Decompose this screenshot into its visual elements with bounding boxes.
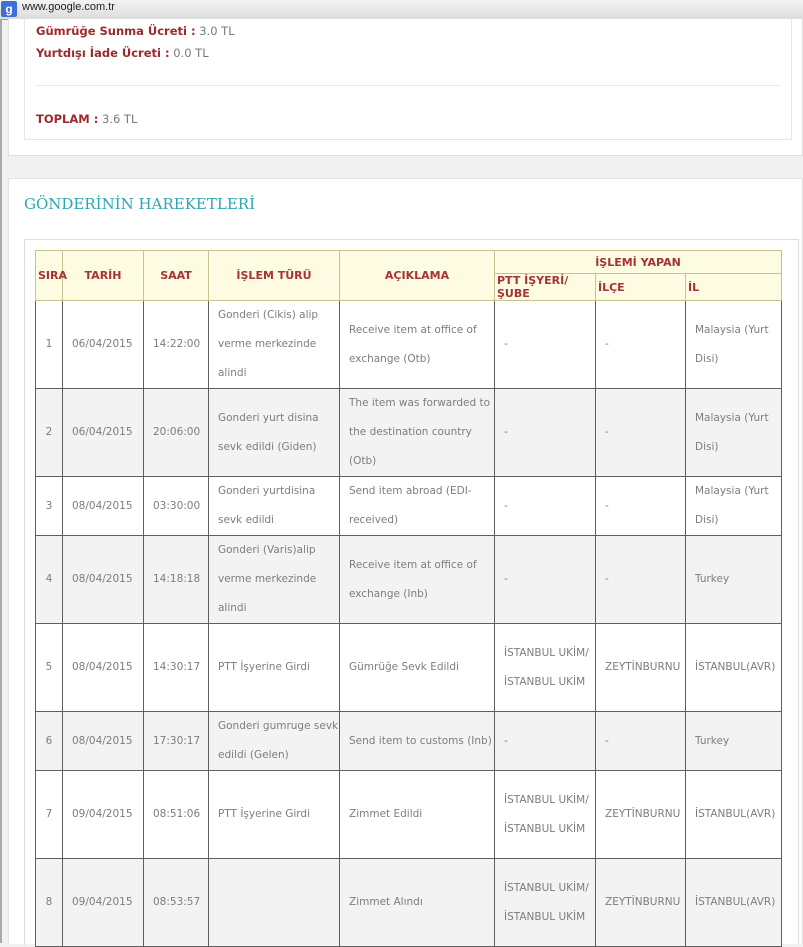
fee-summary-panel bbox=[8, 19, 803, 156]
movements-table bbox=[35, 250, 782, 947]
table-row bbox=[36, 536, 782, 624]
cell-islem-turu: Gonderi yurt disina sevk edildi (Giden) bbox=[209, 389, 340, 477]
shipment-movements-panel bbox=[8, 178, 803, 944]
cell-ptt-sube: - bbox=[495, 477, 596, 536]
cell-aciklama: The item was forwarded to the destination country (Otb) bbox=[340, 389, 495, 477]
fee-row-return bbox=[36, 46, 209, 60]
cell-il: Malaysia (Yurt Disi) bbox=[686, 301, 782, 389]
total-label: TOPLAM : bbox=[36, 112, 99, 126]
cell-sira: 3 bbox=[36, 477, 63, 536]
cell-saat: 14:30:17 bbox=[144, 624, 209, 712]
browser-address-bar bbox=[0, 0, 803, 20]
cell-ilce: - bbox=[596, 536, 686, 624]
cell-saat: 08:53:57 bbox=[144, 859, 209, 947]
cell-sira: 4 bbox=[36, 536, 63, 624]
cell-aciklama: Receive item at office of exchange (Inb) bbox=[340, 536, 495, 624]
cell-il: İSTANBUL(AVR) bbox=[686, 859, 782, 947]
cell-tarih: 08/04/2015 bbox=[63, 712, 144, 771]
header-il: İL bbox=[686, 274, 782, 301]
header-tarih: TARİH bbox=[63, 251, 144, 301]
table-row bbox=[36, 712, 782, 771]
cell-tarih: 06/04/2015 bbox=[63, 389, 144, 477]
cell-aciklama: Zimmet Alındı bbox=[340, 859, 495, 947]
cell-aciklama: Zimmet Edildi bbox=[340, 771, 495, 859]
cell-saat: 03:30:00 bbox=[144, 477, 209, 536]
header-aciklama: AÇIKLAMA bbox=[340, 251, 495, 301]
cell-ptt-sube: İSTANBUL UKİM/İSTANBUL UKİM bbox=[495, 624, 596, 712]
cell-saat: 14:22:00 bbox=[144, 301, 209, 389]
cell-tarih: 06/04/2015 bbox=[63, 301, 144, 389]
cell-ilce: - bbox=[596, 712, 686, 771]
cell-ilce: ZEYTİNBURNU bbox=[596, 624, 686, 712]
table-row bbox=[36, 624, 782, 712]
cell-il: Malaysia (Yurt Disi) bbox=[686, 389, 782, 477]
url-text[interactable]: www.google.com.tr bbox=[22, 1, 115, 13]
cell-sira: 7 bbox=[36, 771, 63, 859]
cell-tarih: 09/04/2015 bbox=[63, 859, 144, 947]
cell-ptt-sube: İSTANBUL UKİM/İSTANBUL UKİM bbox=[495, 771, 596, 859]
header-sira: SIRA bbox=[36, 251, 63, 301]
fee-row-customs bbox=[36, 24, 235, 38]
cell-tarih: 08/04/2015 bbox=[63, 624, 144, 712]
cell-saat: 08:51:06 bbox=[144, 771, 209, 859]
header-ptt-sube: PTT İŞYERİ/ŞUBE bbox=[495, 274, 596, 301]
cell-islem-turu: Gonderi yurtdisina sevk edildi bbox=[209, 477, 340, 536]
cell-sira: 1 bbox=[36, 301, 63, 389]
cell-ilce: ZEYTİNBURNU bbox=[596, 771, 686, 859]
cell-saat: 20:06:00 bbox=[144, 389, 209, 477]
total-row bbox=[36, 112, 137, 126]
table-row bbox=[36, 771, 782, 859]
cell-ptt-sube: - bbox=[495, 389, 596, 477]
fee-summary-box bbox=[24, 19, 792, 140]
table-container bbox=[24, 239, 799, 945]
cell-islem-turu: PTT İşyerine Girdi bbox=[209, 771, 340, 859]
header-ilce: İLÇE bbox=[596, 274, 686, 301]
cell-sira: 2 bbox=[36, 389, 63, 477]
header-islemi-yapan: İŞLEMİ YAPAN bbox=[495, 251, 782, 274]
section-title: GÖNDERİNİN HAREKETLERİ bbox=[24, 195, 255, 213]
cell-aciklama: Send item abroad (EDI-received) bbox=[340, 477, 495, 536]
cell-ilce: - bbox=[596, 389, 686, 477]
cell-ptt-sube: İSTANBUL UKİM/İSTANBUL UKİM bbox=[495, 859, 596, 947]
fee-value: 0.0 TL bbox=[173, 46, 209, 60]
cell-il: İSTANBUL(AVR) bbox=[686, 624, 782, 712]
divider bbox=[36, 85, 780, 86]
cell-il: İSTANBUL(AVR) bbox=[686, 771, 782, 859]
cell-islem-turu: PTT İşyerine Girdi bbox=[209, 624, 340, 712]
total-value: 3.6 TL bbox=[101, 112, 138, 126]
cell-aciklama: Send item to customs (Inb) bbox=[340, 712, 495, 771]
cell-ilce: - bbox=[596, 301, 686, 389]
cell-ilce: ZEYTİNBURNU bbox=[596, 859, 686, 947]
fee-label: Gümrüğe Sunma Ücreti : bbox=[36, 24, 196, 38]
cell-tarih: 08/04/2015 bbox=[63, 477, 144, 536]
fee-label: Yurtdışı İade Ücreti : bbox=[36, 46, 170, 60]
cell-tarih: 08/04/2015 bbox=[63, 536, 144, 624]
fee-value: 3.0 TL bbox=[199, 24, 235, 38]
cell-saat: 14:18:18 bbox=[144, 536, 209, 624]
cell-aciklama: Gümrüğe Sevk Edildi bbox=[340, 624, 495, 712]
cell-aciklama: Receive item at office of exchange (Otb) bbox=[340, 301, 495, 389]
header-saat: SAAT bbox=[144, 251, 209, 301]
cell-il: Turkey bbox=[686, 536, 782, 624]
cell-islem-turu: Gonderi gumruge sevk edildi (Gelen) bbox=[209, 712, 340, 771]
cell-il: Turkey bbox=[686, 712, 782, 771]
cell-sira: 8 bbox=[36, 859, 63, 947]
table-row bbox=[36, 301, 782, 389]
cell-saat: 17:30:17 bbox=[144, 712, 209, 771]
cell-ptt-sube: - bbox=[495, 712, 596, 771]
cell-islem-turu bbox=[209, 859, 340, 947]
header-islem-turu: İŞLEM TÜRÜ bbox=[209, 251, 340, 301]
window-left-edge bbox=[0, 19, 2, 943]
cell-tarih: 09/04/2015 bbox=[63, 771, 144, 859]
cell-ilce: - bbox=[596, 477, 686, 536]
table-row bbox=[36, 477, 782, 536]
table-row bbox=[36, 389, 782, 477]
cell-islem-turu: Gonderi (Cikis) alip verme merkezinde alindi bbox=[209, 301, 340, 389]
google-icon: g bbox=[1, 1, 17, 17]
table-row bbox=[36, 859, 782, 947]
cell-ptt-sube: - bbox=[495, 301, 596, 389]
cell-islem-turu: Gonderi (Varis)alip verme merkezinde alindi bbox=[209, 536, 340, 624]
cell-sira: 6 bbox=[36, 712, 63, 771]
cell-ptt-sube: - bbox=[495, 536, 596, 624]
cell-sira: 5 bbox=[36, 624, 63, 712]
cell-il: Malaysia (Yurt Disi) bbox=[686, 477, 782, 536]
